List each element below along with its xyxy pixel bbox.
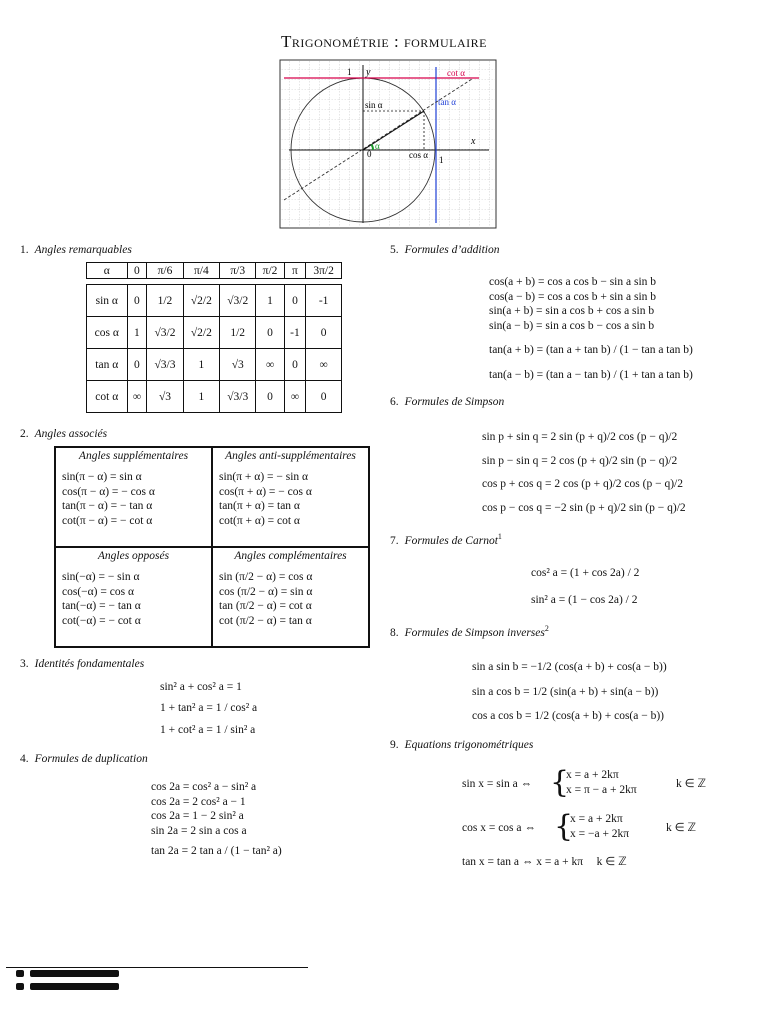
carnot-block: cos² a = (1 + cos 2a) / 2 sin² a = (1 − cos 2a) / 2 <box>531 567 640 606</box>
footnote-rule <box>6 967 308 968</box>
supplementary-cell: Angles supplémentaires sin(π − α) = sin α cos(π − α) = − cos α tan(π − α) = − tan α cot(π − α) = − cot α <box>55 447 212 547</box>
one-right-label: 1 <box>439 155 444 165</box>
section-heading: 1. Angles remarquables <box>20 244 132 256</box>
section-heading: 6. Formules de Simpson <box>390 396 505 408</box>
x-label: x <box>471 136 476 147</box>
table-row: sin α 0 1/2 √2/2 √3/2 1 0 -1 <box>87 285 342 317</box>
brace: { <box>550 765 570 800</box>
opposite-cell: Angles opposés sin(−α) = − sin α cos(−α) = cos α tan(−α) = − tan α cot(−α) = − cot α <box>55 547 212 647</box>
simpson-block: sin p + sin q = 2 sin (p + q)/2 cos (p − q)/2 sin p − sin q = 2 cos (p + q)/2 sin (p − q)/2 cos p + cos q = 2 cos (p + q)/2 cos (p − q)/2 cos p − cos q = −2 sin (p + q)/2 sin (p − q)/2 <box>482 431 686 514</box>
origin-label: 0 <box>367 149 372 159</box>
addition-block: cos(a + b) = cos a cos b − sin a sin b cos(a − b) = cos a cos b + sin a sin b sin(a + b) = sin a cos b + cos a sin b sin(a − b) = sin a cos b − cos a sin b tan(a + b) = (tan a + tan b) / (1 − tan a tan b) tan(a − b) = (tan a − tan b) / (1 + tan a tan b) <box>489 276 693 381</box>
redacted-marker <box>16 970 24 977</box>
table-row: cot α ∞ √3 1 √3/3 0 ∞ 0 <box>87 381 342 413</box>
tan-label: tan α <box>438 97 456 107</box>
alpha-label: α <box>375 141 380 151</box>
complementary-cell: Angles complémentaires sin (π/2 − α) = cos α cos (π/2 − α) = sin α tan (π/2 − α) = cot α cot (π/2 − α) = tan α <box>212 547 369 647</box>
section-heading: 5. Formules d’addition <box>390 244 500 256</box>
table-header-row: α 0 π/6 π/4 π/3 π/2 π 3π/2 <box>87 263 342 279</box>
section-heading: 7. Formules de Carnot$^1$ <box>390 532 502 547</box>
sin-label: sin α <box>365 100 383 110</box>
associated-angles-grid <box>54 446 370 648</box>
table-row: cos α 1 √3/2 √2/2 1/2 0 -1 0 <box>87 317 342 349</box>
redacted-footnote <box>30 970 119 977</box>
section-heading: 3. Identités fondamentales <box>20 658 145 670</box>
page-title: Trigonométrie : formulaire <box>281 32 487 51</box>
brace: { <box>554 809 574 844</box>
anti-supplementary-cell: Angles anti-supplémentaires sin(π + α) = − sin α cos(π + α) = − cos α tan(π + α) = tan α cot(π + α) = cot α <box>212 447 369 547</box>
cot-label: cot α <box>447 68 465 78</box>
table-row: tan α 0 √3/3 1 √3 ∞ 0 ∞ <box>87 349 342 381</box>
section-heading: 8. Formules de Simpson inverses$^2$ <box>390 624 549 639</box>
one-top-label: 1 <box>347 67 352 77</box>
section-heading: 4. Formules de duplication <box>20 753 148 765</box>
equation-tan: tan x = tan a ⇔ x = a + kπ k ∈ ℤ <box>462 856 627 868</box>
cos-label: cos α <box>409 150 428 160</box>
section-heading: 9. Equations trigonométriques <box>390 739 534 751</box>
section-heading: 2. Angles associés <box>20 428 108 440</box>
duplication-block: cos 2a = cos² a − sin² a cos 2a = 2 cos² a − 1 cos 2a = 1 − 2 sin² a sin 2a = 2 sin a cos a tan 2a = 2 tan a / (1 − tan² a) <box>151 781 282 857</box>
simpson-inverse-block: sin a sin b = −1/2 (cos(a + b) + cos(a − b)) sin a cos b = 1/2 (sin(a + b) + sin(a − b)) cos a cos b = 1/2 (cos(a + b) + cos(a − b)) <box>472 661 667 722</box>
redacted-footnote <box>30 983 119 990</box>
y-label: y <box>366 67 371 78</box>
angles-table <box>86 262 342 413</box>
unit-circle-figure <box>279 59 497 229</box>
identities-block: sin² a + cos² a = 1 1 + tan² a = 1 / cos² a 1 + cot² a = 1 / sin² a <box>160 681 258 736</box>
redacted-marker <box>16 983 24 990</box>
